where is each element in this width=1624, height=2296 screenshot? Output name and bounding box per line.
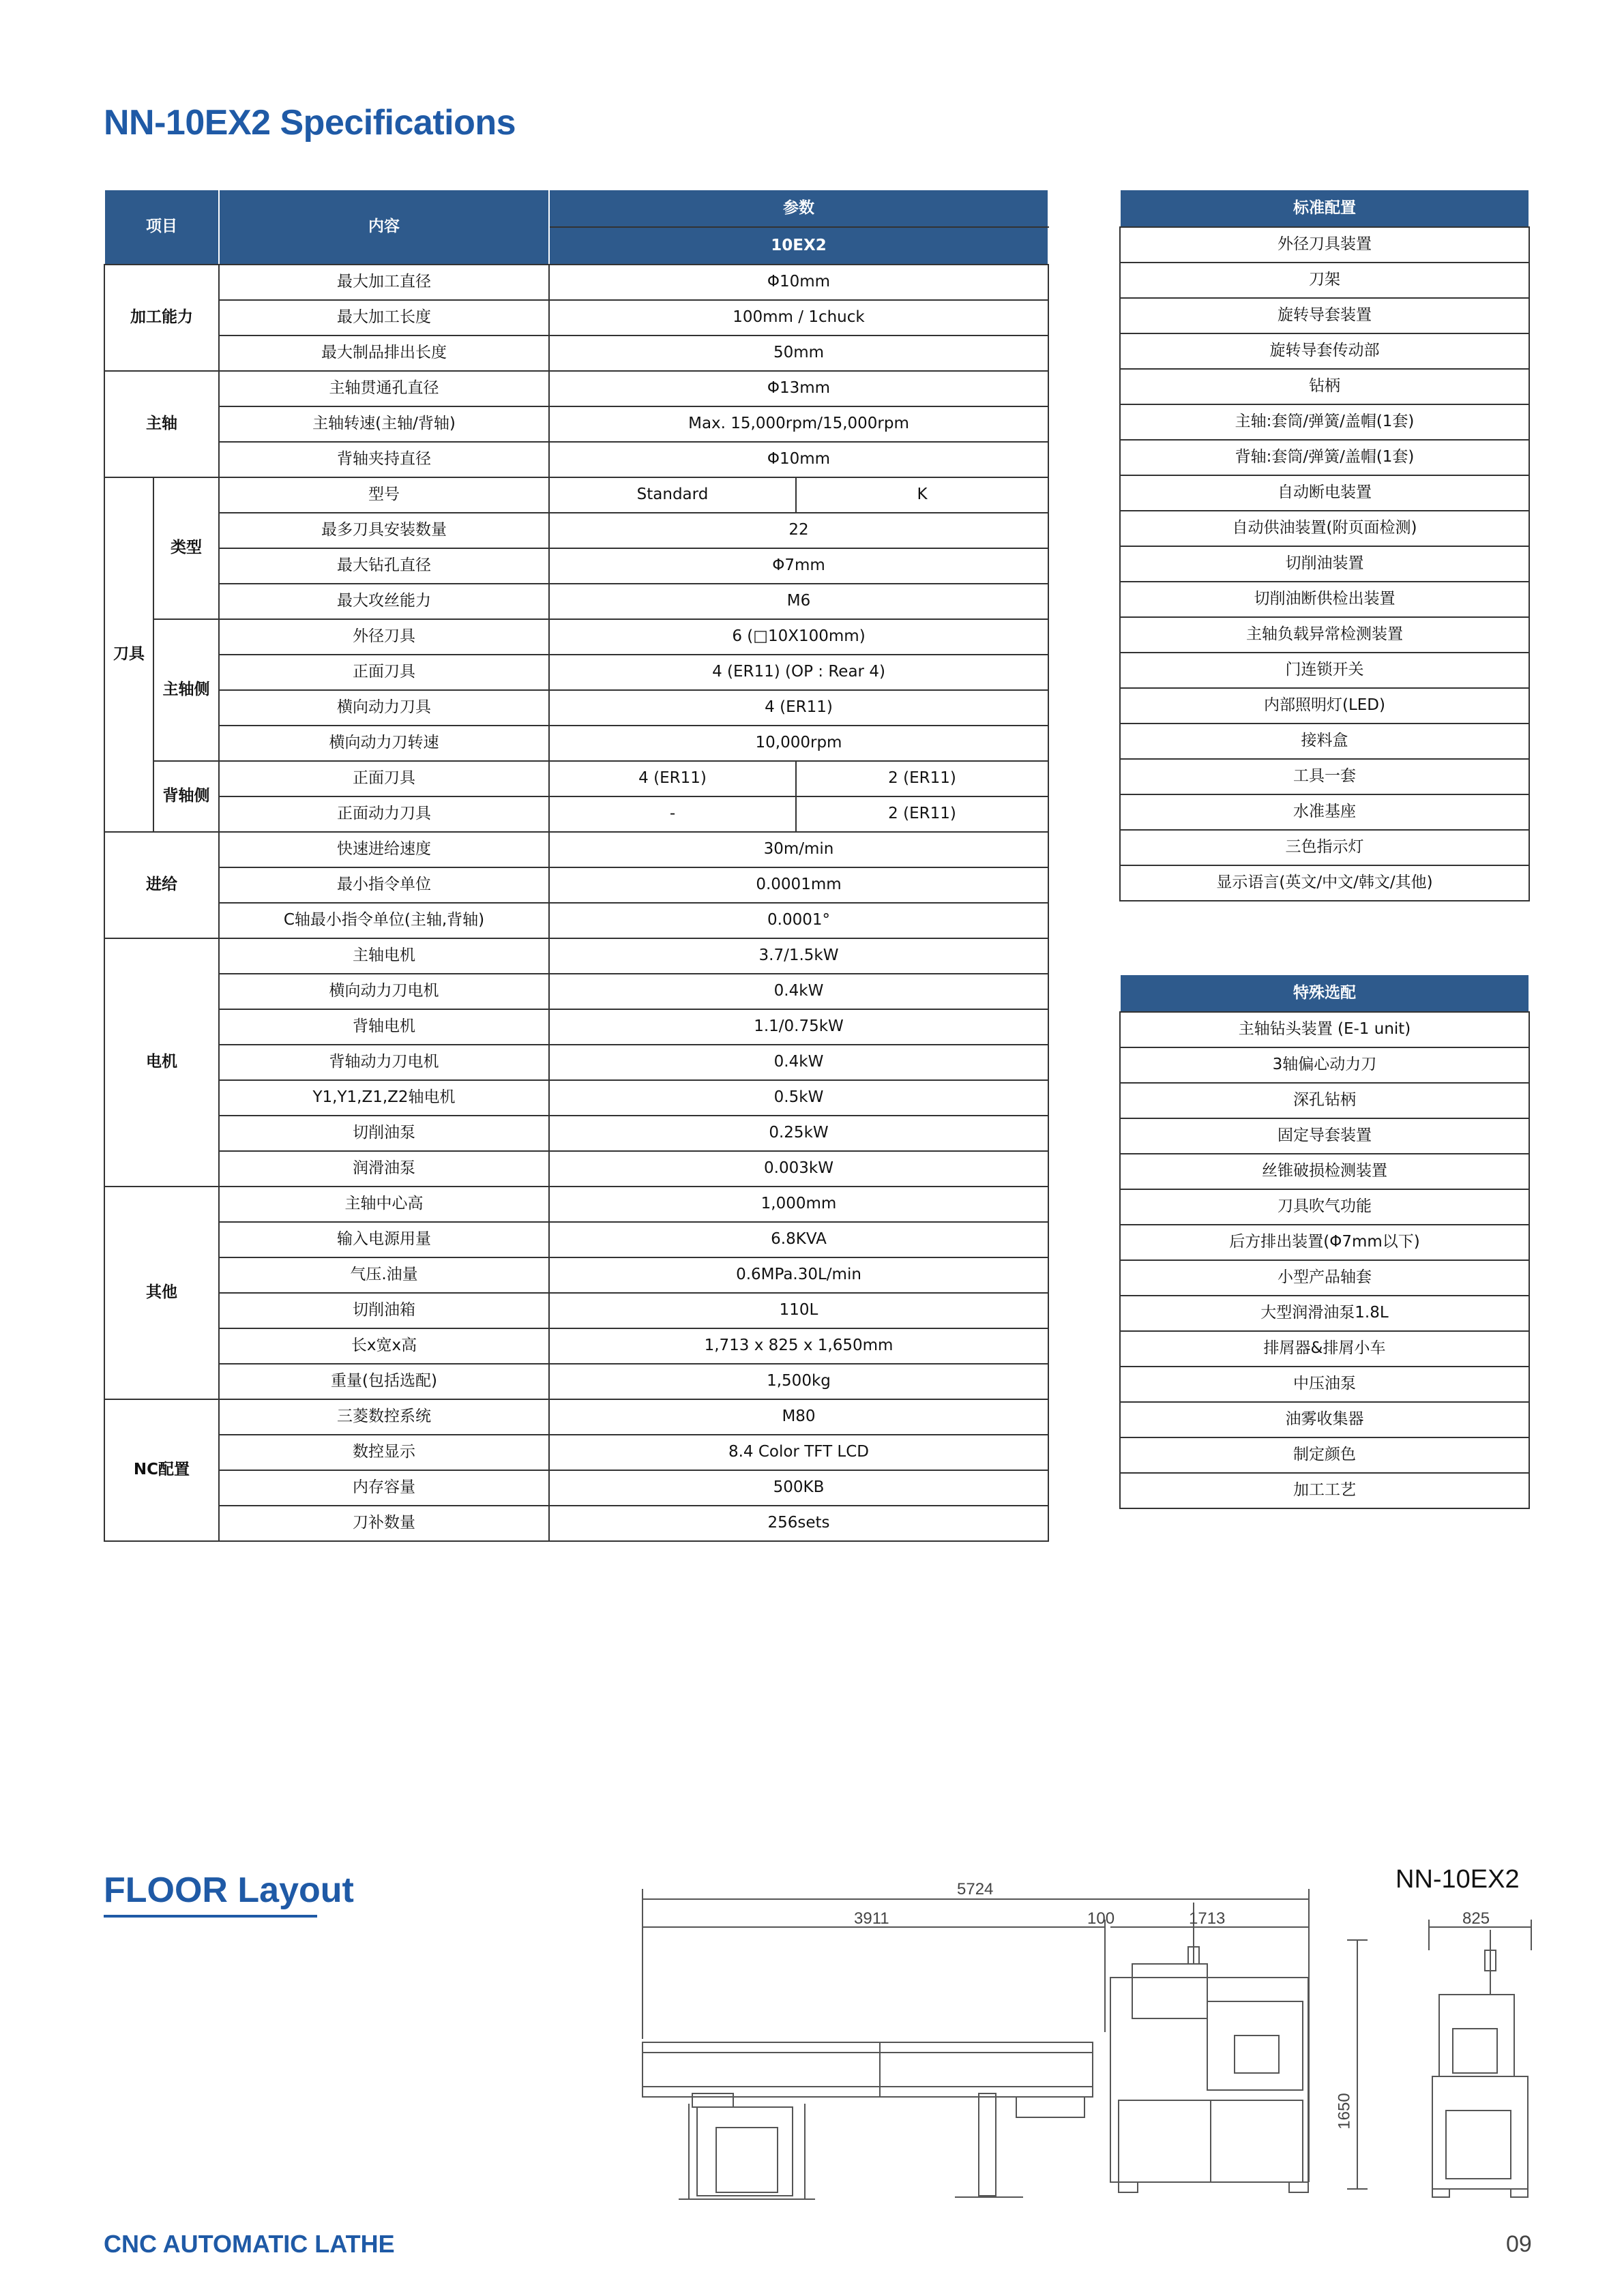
optional-item: 大型润滑油泵1.8L [1120,1296,1529,1331]
standard-item: 旋转导套传动部 [1120,333,1529,369]
dim-machine-height: 1650 [1335,2093,1354,2130]
standard-header: 标准配置 [1120,190,1529,227]
standard-item: 显示语言(英文/中文/韩文/其他) [1120,865,1529,901]
optional-item: 刀具吹气功能 [1120,1189,1529,1225]
spec-label: 背轴夹持直径 [219,442,549,477]
spec-label: 横向动力刀转速 [219,726,549,761]
spec-value: Φ10mm [549,442,1048,477]
dim-machine-length: 1713 [1189,1909,1226,1928]
spec-value: 2 (ER11) [796,796,1048,832]
optional-item: 主轴钻头装置 (E-1 unit) [1120,1012,1529,1047]
optional-item: 油雾收集器 [1120,1402,1529,1437]
standard-item: 钻柄 [1120,369,1529,404]
spec-value: 1.1/0.75kW [549,1009,1048,1045]
optional-item: 小型产品轴套 [1120,1260,1529,1296]
spec-value: 1,000mm [549,1187,1048,1222]
cat-tool: 刀具 [104,477,153,832]
spec-label: 最大攻丝能力 [219,584,549,619]
standard-item: 背轴:套筒/弹簧/盖帽(1套) [1120,440,1529,475]
spec-value: 22 [549,513,1048,548]
spec-label: 最大钻孔直径 [219,548,549,584]
spec-label: 正面动力刀具 [219,796,549,832]
dim-machine-width: 825 [1462,1909,1490,1928]
spec-value: 30m/min [549,832,1048,867]
standard-item: 自动断电装置 [1120,475,1529,511]
optional-item: 排屑器&排屑小车 [1120,1331,1529,1367]
page-number: 09 [1506,2231,1532,2257]
spec-value: 1,713 x 825 x 1,650mm [549,1328,1048,1364]
spec-value: Φ13mm [549,371,1048,406]
spec-label: 数控显示 [219,1435,549,1470]
spec-label: 最多刀具安装数量 [219,513,549,548]
spec-label: 横向动力刀具 [219,690,549,726]
spec-label: 三菱数控系统 [219,1399,549,1435]
spec-head-item: 项目 [104,190,219,265]
standard-item: 切削油断供检出装置 [1120,582,1529,617]
standard-item: 外径刀具装置 [1120,227,1529,263]
spec-label: 气压.油量 [219,1257,549,1293]
spec-label: Y1,Y1,Z1,Z2轴电机 [219,1080,549,1116]
spec-label: 长x宽x高 [219,1328,549,1364]
spec-label: 最大制品排出长度 [219,336,549,371]
spec-value: 4 (ER11) [549,690,1048,726]
spec-value: Max. 15,000rpm/15,000rpm [549,406,1048,442]
spec-label: 主轴中心高 [219,1187,549,1222]
spec-value: 8.4 Color TFT LCD [549,1435,1048,1470]
spec-label: 横向动力刀电机 [219,974,549,1009]
standard-item: 水准基座 [1120,794,1529,830]
spec-value: Φ10mm [549,265,1048,300]
spec-label: 重量(包括选配) [219,1364,549,1399]
spec-head-model: 10EX2 [549,227,1048,265]
spec-value: - [549,796,796,832]
spec-value: 1,500kg [549,1364,1048,1399]
optional-item: 丝锥破损检测装置 [1120,1154,1529,1189]
spec-label: 主轴电机 [219,938,549,974]
spec-value: 256sets [549,1506,1048,1541]
optional-item: 3轴偏心动力刀 [1120,1047,1529,1083]
optional-item: 制定颜色 [1120,1437,1529,1473]
spec-value: 4 (ER11) [549,761,796,796]
standard-item: 内部照明灯(LED) [1120,688,1529,724]
spec-value: 0.6MPa.30L/min [549,1257,1048,1293]
spec-value: 2 (ER11) [796,761,1048,796]
standard-item: 三色指示灯 [1120,830,1529,865]
spec-label: 切削油箱 [219,1293,549,1328]
optional-item: 后方排出装置(Φ7mm以下) [1120,1225,1529,1260]
spec-value: 4 (ER11) (OP : Rear 4) [549,655,1048,690]
spec-value: 0.0001° [549,903,1048,938]
spec-value: Φ7mm [549,548,1048,584]
standard-item: 工具一套 [1120,759,1529,794]
standard-item: 切削油装置 [1120,546,1529,582]
spec-label: 外径刀具 [219,619,549,655]
cat-motor: 电机 [104,938,219,1187]
spec-label: C轴最小指令单位(主轴,背轴) [219,903,549,938]
spec-label: 正面刀具 [219,655,549,690]
spec-value: 6.8KVA [549,1222,1048,1257]
dim-bar-feeder-length: 3911 [854,1909,889,1928]
spec-value: 6 (□10X100mm) [549,619,1048,655]
cat-machining: 加工能力 [104,265,219,371]
standard-item: 接料盒 [1120,724,1529,759]
spec-value: 0.003kW [549,1151,1048,1187]
optional-item: 固定导套装置 [1120,1118,1529,1154]
spec-value: K [796,477,1048,513]
spec-value: 0.25kW [549,1116,1048,1151]
spec-value: 110L [549,1293,1048,1328]
sub-main: 主轴侧 [153,619,219,761]
spec-label: 型号 [219,477,549,513]
sub-back: 背轴侧 [153,761,219,832]
optional-item: 深孔钻柄 [1120,1083,1529,1118]
spec-value: 10,000rpm [549,726,1048,761]
floor-layout-title: FLOOR Layout [104,1870,354,1910]
spec-label: 切削油泵 [219,1116,549,1151]
spec-label: 背轴电机 [219,1009,549,1045]
cat-other: 其他 [104,1187,219,1399]
spec-label: 主轴贯通孔直径 [219,371,549,406]
page-title: NN-10EX2 Specifications [104,103,516,143]
spec-label: 正面刀具 [219,761,549,796]
spec-label: 内存容量 [219,1470,549,1506]
dim-gap: 100 [1087,1909,1115,1928]
spec-value: 50mm [549,336,1048,371]
spec-label: 最大加工直径 [219,265,549,300]
spec-value: 3.7/1.5kW [549,938,1048,974]
spec-label: 最大加工长度 [219,300,549,336]
optional-header: 特殊选配 [1120,974,1529,1012]
spec-label: 主轴转速(主轴/背轴) [219,406,549,442]
standard-item: 刀架 [1120,263,1529,298]
optional-item: 中压油泵 [1120,1367,1529,1402]
spec-value: 500KB [549,1470,1048,1506]
spec-value: M6 [549,584,1048,619]
standard-item: 旋转导套装置 [1120,298,1529,333]
standard-item: 主轴:套筒/弹簧/盖帽(1套) [1120,404,1529,440]
spec-value: 100mm / 1chuck [549,300,1048,336]
cat-spindle: 主轴 [104,371,219,477]
spec-value: 0.0001mm [549,867,1048,903]
spec-label: 刀补数量 [219,1506,549,1541]
cat-feed: 进给 [104,832,219,938]
standard-item: 门连锁开关 [1120,653,1529,688]
footer-title: CNC AUTOMATIC LATHE [104,2230,395,2258]
spec-label: 润滑油泵 [219,1151,549,1187]
spec-value: 0.4kW [549,974,1048,1009]
dim-total-length: 5724 [957,1880,994,1898]
spec-label: 最小指令单位 [219,867,549,903]
standard-item: 主轴负载异常检测装置 [1120,617,1529,653]
spec-value: 0.5kW [549,1080,1048,1116]
spec-label: 快速进给速度 [219,832,549,867]
spec-head-param: 参数 [549,190,1048,227]
standard-item: 自动供油装置(附页面检测) [1120,511,1529,546]
spec-label: 输入电源用量 [219,1222,549,1257]
spec-label: 背轴动力刀电机 [219,1045,549,1080]
spec-value: Standard [549,477,796,513]
spec-value: 0.4kW [549,1045,1048,1080]
floor-model-label: NN-10EX2 [1396,1865,1520,1894]
spec-value: M80 [549,1399,1048,1435]
sub-type: 类型 [153,477,219,619]
cat-nc: NC配置 [104,1399,219,1541]
spec-head-content: 内容 [219,190,549,265]
optional-item: 加工工艺 [1120,1473,1529,1508]
